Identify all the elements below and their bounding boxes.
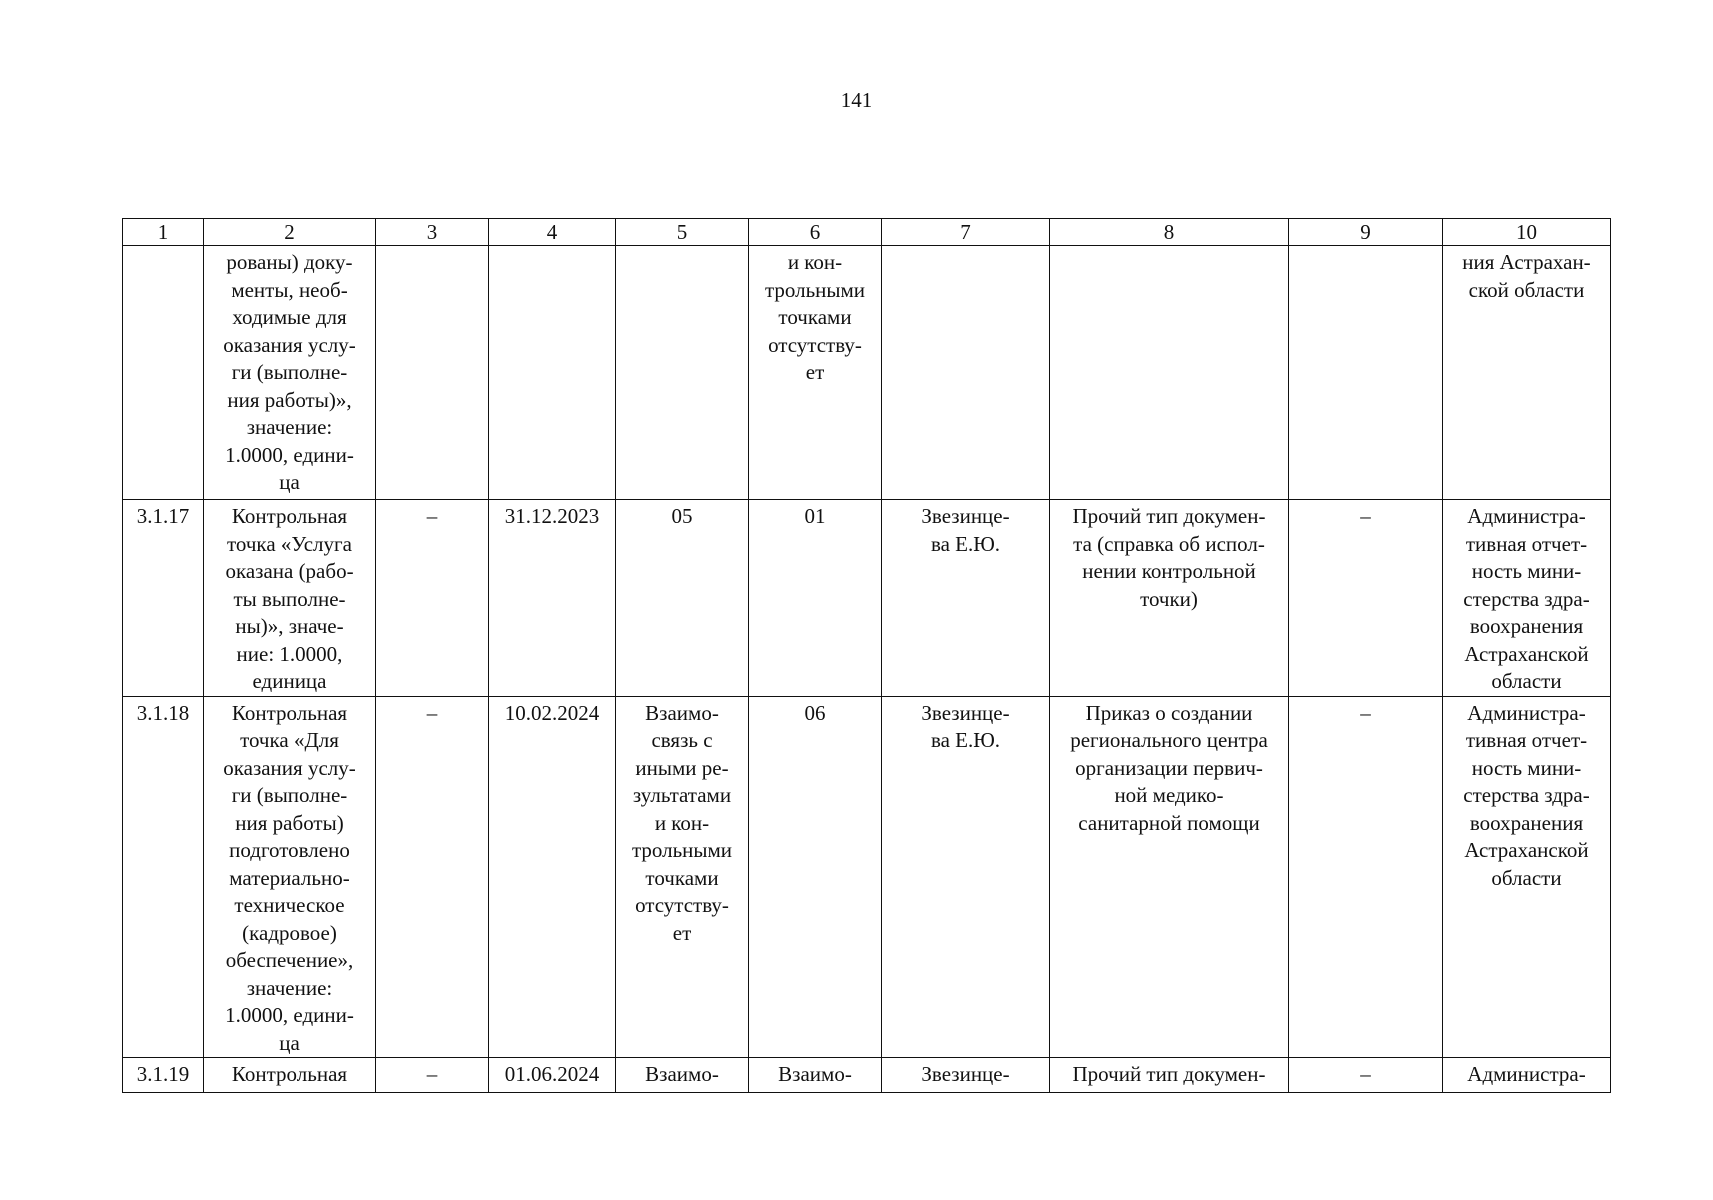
table-cell: 3.1.17: [123, 500, 204, 697]
header-cell: 1: [123, 219, 204, 246]
table-row: [123, 1058, 1611, 1093]
table-cell: –: [1289, 1058, 1443, 1093]
table-cell: –: [1289, 500, 1443, 697]
table-cell: Приказ о создании регионального центра организации первич- ной медико- санитарной помощи: [1050, 696, 1289, 1058]
table-cell: 3.1.19: [123, 1058, 204, 1093]
table-cell: рованы) доку- менты, необ- ходимые для оказания услу- ги (выполне- ния работы)», значение: 1.0000, едини- ца: [204, 246, 376, 500]
table-cell: Звезинце-: [882, 1058, 1050, 1093]
table-cell: 10.02.2024: [489, 696, 616, 1058]
table-cell: [489, 246, 616, 500]
table-cell: Взаимо-: [616, 1058, 749, 1093]
table-cell: [882, 246, 1050, 500]
table-cell: Звезинце- ва Е.Ю.: [882, 696, 1050, 1058]
table-cell: [616, 246, 749, 500]
header-cell: 4: [489, 219, 616, 246]
table-cell: –: [376, 500, 489, 697]
header-cell: 10: [1443, 219, 1611, 246]
table-cell: Контрольная: [204, 1058, 376, 1093]
table-cell: Администра- тивная отчет- ность мини- стерства здра- воохранения Астраханской области: [1443, 696, 1611, 1058]
table-cell: [123, 246, 204, 500]
table-cell: Взаимо- связь с иными ре- зультатами и кон- трольными точками отсутству- ет: [616, 696, 749, 1058]
table-cell: Прочий тип докумен- та (справка об испол- нении контрольной точки): [1050, 500, 1289, 697]
table-cell: [1050, 246, 1289, 500]
table-cell: 01: [749, 500, 882, 697]
control-points-table: [122, 218, 1611, 1093]
header-cell: 5: [616, 219, 749, 246]
header-cell: 3: [376, 219, 489, 246]
table-row: [123, 696, 1611, 1058]
table-cell: –: [376, 696, 489, 1058]
table-cell: –: [376, 1058, 489, 1093]
table-cell: Администра- тивная отчет- ность мини- стерства здра- воохранения Астраханской области: [1443, 500, 1611, 697]
header-cell: 7: [882, 219, 1050, 246]
page-number: 141: [840, 88, 873, 112]
table-cell: и кон- трольными точками отсутству- ет: [749, 246, 882, 500]
table-cell: Звезинце- ва Е.Ю.: [882, 500, 1050, 697]
table-row: [123, 246, 1611, 500]
table-cell: 06: [749, 696, 882, 1058]
header-cell: 6: [749, 219, 882, 246]
header-cell: 2: [204, 219, 376, 246]
table-cell: Контрольная точка «Услуга оказана (рабо- ты выполне- ны)», значе- ние: 1.0000, единица: [204, 500, 376, 697]
header-cell: 8: [1050, 219, 1289, 246]
table-cell: [376, 246, 489, 500]
table-cell: Прочий тип докумен-: [1050, 1058, 1289, 1093]
table-cell: [1289, 246, 1443, 500]
header-cell: 9: [1289, 219, 1443, 246]
table-header-row: [123, 219, 1611, 246]
table-cell: 01.06.2024: [489, 1058, 616, 1093]
table-cell: –: [1289, 696, 1443, 1058]
table-cell: Взаимо-: [749, 1058, 882, 1093]
table-cell: ния Астрахан- ской области: [1443, 246, 1611, 500]
table-cell: 05: [616, 500, 749, 697]
table-cell: 3.1.18: [123, 696, 204, 1058]
table-cell: Администра-: [1443, 1058, 1611, 1093]
table-cell: 31.12.2023: [489, 500, 616, 697]
table-row: [123, 500, 1611, 697]
table-cell: Контрольная точка «Для оказания услу- ги (выполне- ния работы) подготовлено материально- техническое (кадровое) обеспечение», значение: 1.0000, едини- ца: [204, 696, 376, 1058]
